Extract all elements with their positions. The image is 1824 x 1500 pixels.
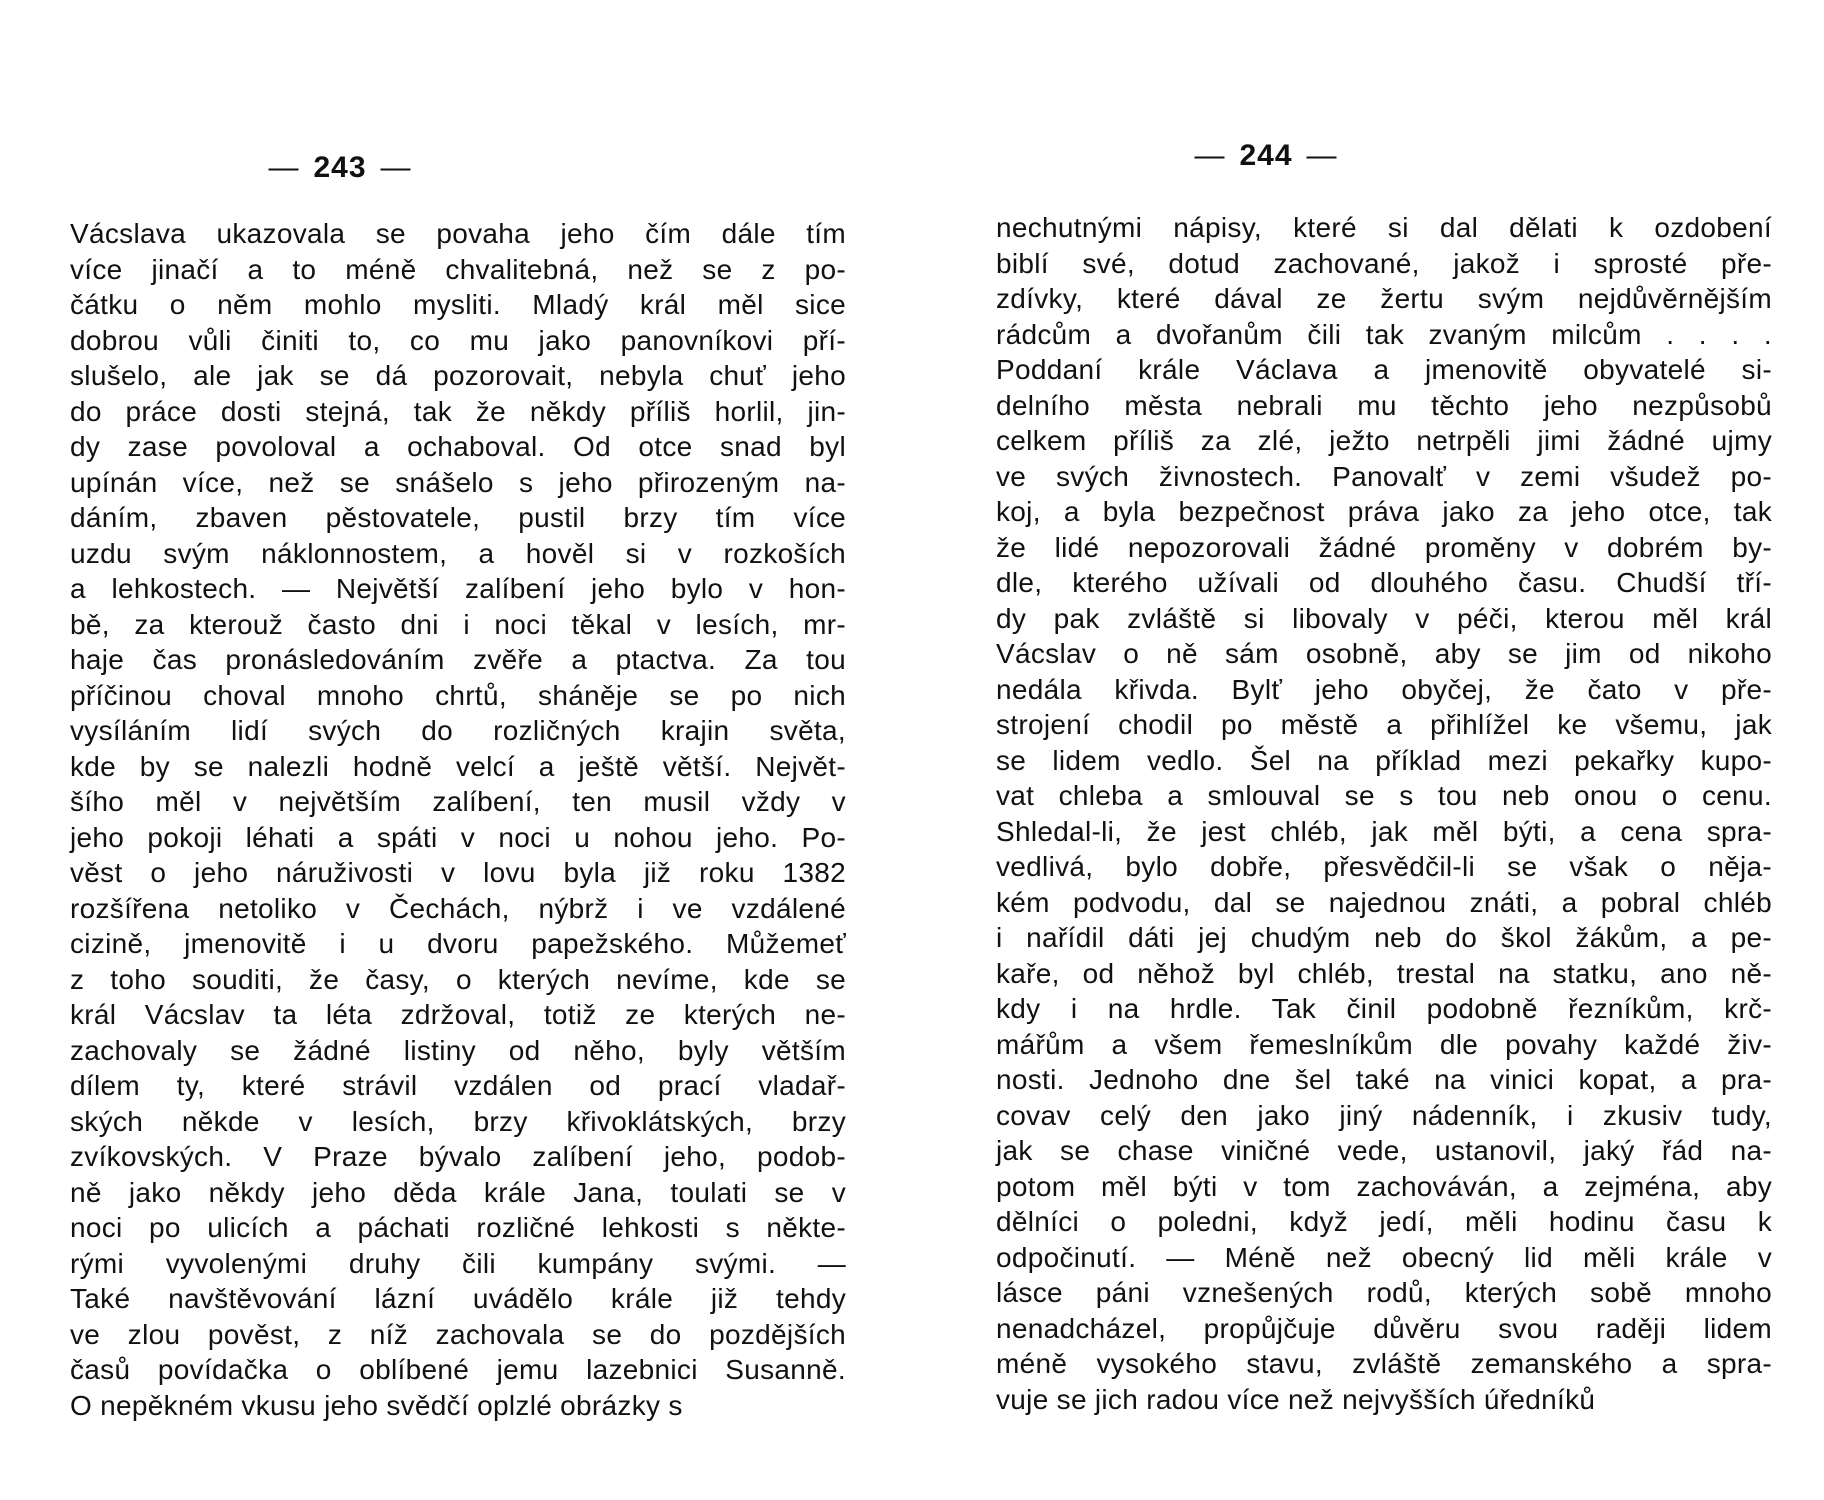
text-line: nedála křivda. Bylť jeho obyčej, že čato v pře-: [996, 673, 1772, 705]
text-line: odpočinutí. — Méně než obecný lid měli krále v: [996, 1241, 1772, 1273]
text-line: cizině, jmenovitě i u dvoru papežského. Můžemeť: [70, 928, 846, 959]
text-line: dobrou vůli činiti to, co mu jako panovníkovi pří-: [70, 324, 846, 356]
text-line: více jinačí a to méně chvalitebná, než se z po-: [70, 253, 846, 285]
folio-dash: —: [1194, 139, 1226, 172]
text-line: koj, a byla bezpečnost práva jako za jeho otce, tak: [996, 496, 1772, 527]
text-line: z toho souditi, že časy, o kterých nevíme, kde se: [70, 963, 846, 995]
text-line: do práce dosti stejná, tak že někdy příliš horlil, jin-: [70, 395, 846, 427]
text-line: lásce páni vznešených rodů, kterých sobě mnoho: [996, 1277, 1772, 1308]
text-line: celkem příliš za zlé, ježto netrpěli jimi žádné ujmy: [996, 425, 1772, 456]
text-line: čátku o něm mohlo mysliti. Mladý král měl sice: [70, 289, 846, 320]
text-line: že lidé nepozorovali žádné proměny v dobrém by-: [996, 531, 1772, 563]
page-number-left-value: 243: [313, 151, 367, 184]
text-line: dle, kterého užívali od dlouhého času. Chudší tří-: [996, 567, 1772, 598]
folio-dash: —: [380, 151, 412, 184]
folio-dash: —: [268, 151, 300, 184]
page-number-left: [70, 150, 610, 186]
text-line: haje čas pronásledováním zvěře a ptactva. Za tou: [70, 644, 846, 675]
folio-dash: —: [1306, 139, 1338, 172]
text-line: vysíláním lidí svých do rozličných krajin světa,: [70, 715, 846, 746]
text-line: vuje se jich radou více než nejvyšších úředníků: [996, 1383, 1596, 1415]
left-page: [70, 150, 846, 1423]
text-line: příčinou choval mnoho chrtů, sháněje se po nich: [70, 679, 846, 711]
text-line: nenadcházel, propůjčuje důvěru svou raději lidem: [996, 1312, 1772, 1344]
text-line: ně jako někdy jeho děda krále Jana, toulati se v: [70, 1176, 846, 1208]
right-page: [996, 138, 1772, 1417]
text-line: a lehkostech. — Největší zalíbení jeho bylo v hon-: [70, 573, 846, 604]
text-line: O nepěkném vkusu jeho svědčí oplzlé obrázky s: [70, 1389, 683, 1421]
text-line: i nařídil dáti jej chudým neb do škol žákům, a pe-: [996, 922, 1772, 953]
text-line: dílem ty, které strávil vzdálen od prací vladař-: [70, 1070, 846, 1101]
text-line: dělníci o poledni, když jedí, měli hodinu času k: [996, 1206, 1772, 1237]
text-line: nosti. Jednoho dne šel také na vinici kopat, a pra-: [996, 1064, 1772, 1095]
text-line: kaře, od něhož byl chléb, trestal na statku, ano ně-: [996, 957, 1772, 989]
text-line: Poddaní krále Václava a jmenovitě obyvatelé si-: [996, 354, 1772, 385]
text-line: uzdu svým náklonnostem, a hověl si v rozkoších: [70, 537, 846, 569]
text-line: strojení chodil po městě a přihlížel ke všemu, jak: [996, 709, 1772, 740]
text-line: vedlivá, bylo dobře, přesvědčil-li se však o něja-: [996, 851, 1772, 882]
text-line: potom měl býti v tom zachováván, a zejména, aby: [996, 1170, 1772, 1202]
text-line: jak se chase viničné vede, ustanovil, jaký řád na-: [996, 1135, 1772, 1166]
text-line: upínán více, než se snášelo s jeho přirozeným na-: [70, 466, 846, 498]
text-line: covav celý den jako jiný nádenník, i zkusiv tudy,: [996, 1099, 1772, 1131]
text-line: mářům a všem řemeslníkům dle povahy každé živ-: [996, 1028, 1772, 1060]
text-line: biblí své, dotud zachované, jakož i sprosté pře-: [996, 247, 1772, 279]
text-line: jeho pokoji léhati a spáti v noci u nohou jeho. Po-: [70, 821, 846, 853]
page-number-right-value: 244: [1239, 139, 1293, 172]
text-line: šího měl v největším zalíbení, ten musil vždy v: [70, 786, 846, 817]
page-number-right: [996, 138, 1536, 174]
text-line: vat chleba a smlouval se s tou neb onou o cenu.: [996, 780, 1772, 811]
text-line: bě, za kterouž často dni i noci těkal v lesích, mr-: [70, 608, 846, 640]
text-line: časů povídačka o oblíbené jemu lazebnici Susanně.: [70, 1354, 846, 1385]
left-page-text: [70, 216, 846, 1423]
text-line: rozšířena netoliko v Čechách, nýbrž i ve vzdálené: [70, 892, 846, 924]
text-line: ve zlou pověst, z níž zachovala se do pozdějších: [70, 1318, 846, 1350]
text-line: Také navštěvování lázní uvádělo krále již tehdy: [70, 1283, 846, 1314]
text-line: zachovaly se žádné listiny od něho, byly větším: [70, 1034, 846, 1066]
text-line: dy zase povoloval a ochaboval. Od otce snad byl: [70, 431, 846, 462]
text-line: Shledal-li, že jest chléb, jak měl býti, a cena spra-: [996, 815, 1772, 847]
text-line: kém podvodu, dal se najednou znáti, a pobral chléb: [996, 886, 1772, 918]
text-line: rádcům a dvořanům čili tak zvaným milcům . . . .: [996, 318, 1772, 350]
text-line: dáním, zbaven pěstovatele, pustil brzy tím více: [70, 502, 846, 533]
text-line: dy pak zvláště si libovaly v péči, kterou měl král: [996, 602, 1772, 634]
text-line: Vácslav o ně sám osobně, aby se jim od nikoho: [996, 638, 1772, 669]
text-line: rými vyvolenými druhy čili kumpány svými. —: [70, 1247, 846, 1279]
text-line: noci po ulicích a páchati rozličné lehkosti s někte-: [70, 1212, 846, 1243]
text-line: ských někde v lesích, brzy křivoklátských, brzy: [70, 1105, 846, 1137]
text-line: slušelo, ale jak se dá pozorovait, nebyla chuť jeho: [70, 360, 846, 391]
text-line: Vácslava ukazovala se povaha jeho čím dále tím: [70, 218, 846, 249]
text-line: zvíkovských. V Praze bývalo zalíbení jeho, podob-: [70, 1141, 846, 1172]
text-line: se lidem vedlo. Šel na příklad mezi pekařky kupo-: [996, 744, 1772, 776]
text-line: věst o jeho náruživosti v lovu byla již roku 1382: [70, 857, 846, 888]
text-line: nechutnými nápisy, které si dal dělati k ozdobení: [996, 212, 1772, 243]
text-line: král Vácslav ta léta zdržoval, totiž ze kterých ne-: [70, 999, 846, 1030]
text-line: delního města nebrali mu těchto jeho nezpůsobů: [996, 389, 1772, 421]
text-line: zdívky, které dával ze žertu svým nejdůvěrnějším: [996, 283, 1772, 314]
text-line: ve svých živnostech. Panovalť v zemi všudež po-: [996, 460, 1772, 492]
right-page-text: [996, 210, 1772, 1417]
text-line: méně vysokého stavu, zvláště zemanského a spra-: [996, 1348, 1772, 1379]
text-line: kde by se nalezli hodně velcí a ještě větší. Největ-: [70, 750, 846, 782]
text-line: kdy i na hrdle. Tak činil podobně řezníkům, krč-: [996, 993, 1772, 1024]
